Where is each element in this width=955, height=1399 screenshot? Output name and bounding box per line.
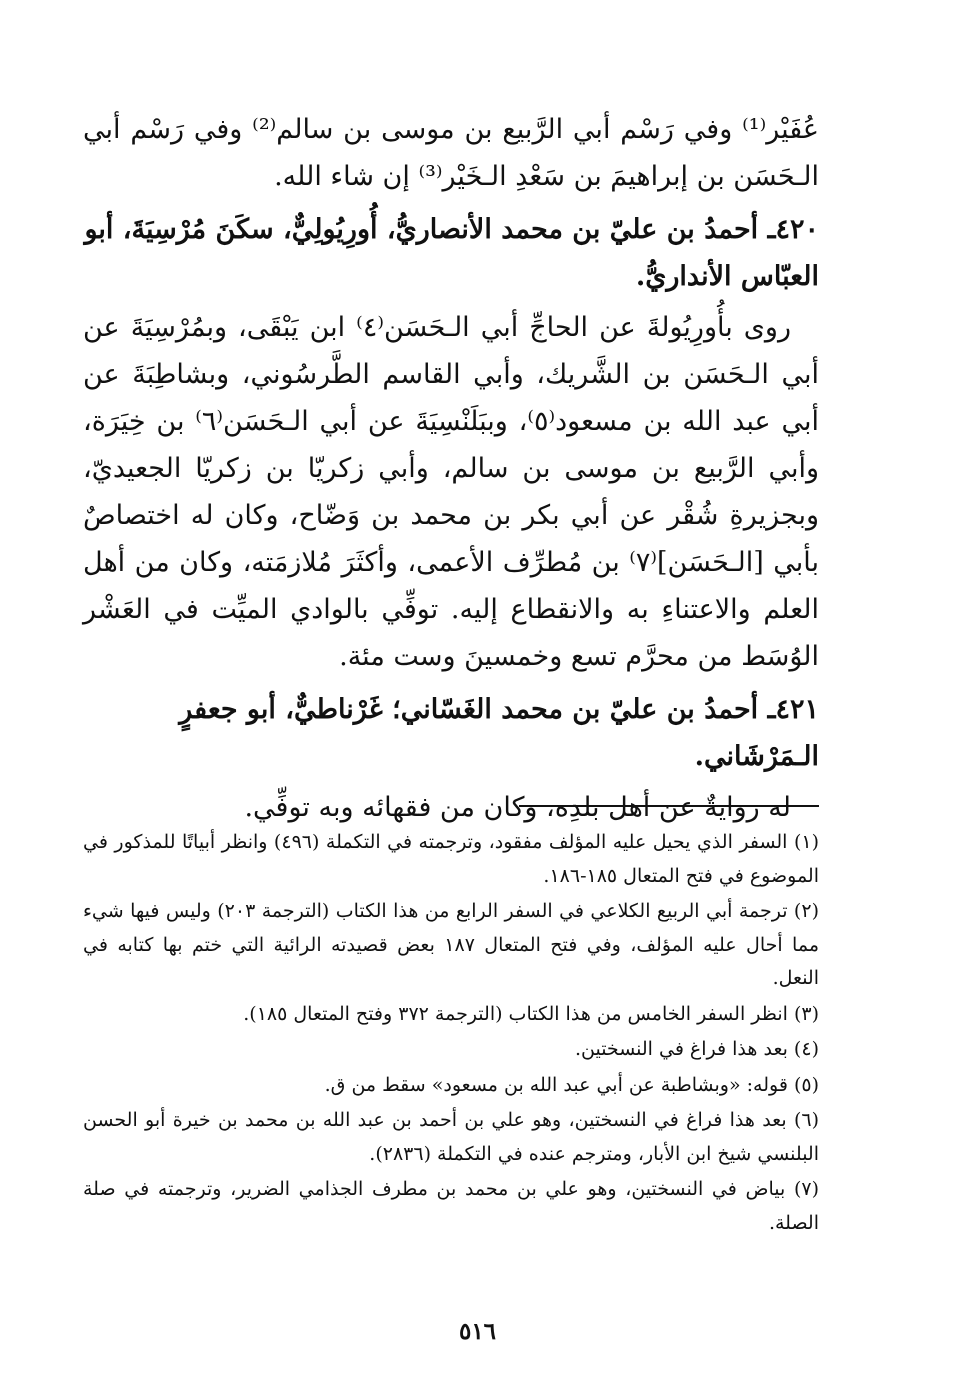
footnote-2: (٢) ترجمة أبي الربيع الكلاعي في السفر الرابع من هذا الكتاب (الترجمة ٢٠٣) وليس فيها شيء مما أحال عليه المؤلف، وفي فتح المتعال ١٨٧ بعض قصيدته الرائية التي ختم بها كتابه في النعل. <box>83 900 819 989</box>
footnote-4: (٤) بعد هذا فراغ في النسختين. <box>574 1038 819 1060</box>
page-number: ٥١٦ <box>458 1318 497 1345</box>
footnote-7: (٧) بياض في النسختين، وهو علي بن محمد بن مطرف الجذامي الضرير، وترجمته في صلة الصلة. <box>83 1178 819 1234</box>
intro-paragraph: عُفَيْر⁽¹⁾ وفي رَسْم أبي الرَّبيع بن موسى بن سالم⁽²⁾ وفي رَسْم أبي الـحَسَن بن إبراهيمَ بن سَعْدِ الـخَيْر⁽³⁾ إن شاء الله. <box>83 114 820 192</box>
footnote-1: (١) السفر الذي يحيل عليه المؤلف مفقود، وترجمته في التكملة (٤٩٦) وانظر أبياتًا للمذكور في الموضوع في فتح المتعال ١٨٥-١٨٦. <box>83 831 820 887</box>
entry-body-421: له روايةٌ عن أهل بلدِه، وكان من فقهائه وبه توفِّي. <box>244 792 791 823</box>
main-text <box>83 106 819 831</box>
footnote-3: (٣) انظر السفر الخامس من هذا الكتاب (الترجمة ٣٧٢ وفتح المتعال ١٨٥). <box>243 1002 819 1025</box>
entry-title-421: ٤٢١ـ أحمدُ بن عليّ بن محمد الغَسّاني؛ غَرْناطيٌّ، أبو جعفرٍ الـمَرْشَاني. <box>179 694 819 772</box>
footnote-6: (٦) بعد هذا فراغ في النسختين، وهو علي بن أحمد بن عبد الله بن محمد بن خيرة أبو الحسن البلنسي شيخ ابن الأبار، ومترجم عنده في التكملة (٢٨٣٦). <box>83 1109 819 1165</box>
entry-body-420: روى بأُورِيُولةَ عن الحاجِّ أبي الـحَسَن⁽٤⁾ ابن يَبْقَى، وبمُرْسِيَةَ عن أبي الـحَسَن بن الشَّريك، وأبي القاسم الطَّرسُوني، وبشاطِبَةَ عن أبي عبد الله بن مسعود⁽٥⁾، وببَلَنْسِيَةَ عن أبي الـحَسَن⁽٦⁾ بن خِيَرَة، وأبي الرَّبيع بن موسى بن سالم، وأبي زكريّا بن زكريّا الجعيديّ، وبجزيرةِ شُقْر عن أبي بكر بن محمد بن وَضّاح، وكان له اختصاصٌ بأبي [الـحَسَن]⁽٧⁾ بن مُطرِّف الأعمى، وأكثَرَ مُلازمَته، وكان من أهل العلم والاعتناءِ به والانقطاع إليه. توفِّي بالوادي الميِّت في العَشْر الوُسَط من محرَّم تسع وخمسينَ وست مئة. <box>83 312 819 672</box>
footnote-5: (٥) قوله: «وبشاطبة عن أبي عبد الله بن مسعود» سقط من ق. <box>324 1073 819 1096</box>
footnotes <box>83 826 819 1242</box>
footnote-divider <box>519 805 819 807</box>
entry-title-420: ٤٢٠ـ أحمدُ بن عليّ بن محمد الأنصاريُّ، أُورِيُولِيٌّ، سكَنَ مُرْسِيَةَ، أبو العبّاس الأنداريُّ. <box>84 214 819 292</box>
